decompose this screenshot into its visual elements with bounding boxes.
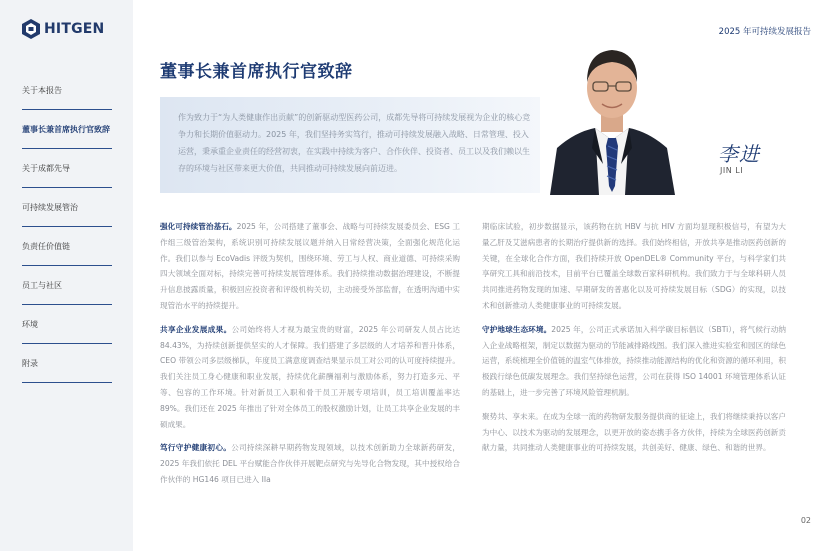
sidebar-item-employees-community[interactable]: 员工与社区 xyxy=(22,266,112,305)
sidebar-item-chairman-message[interactable]: 董事长兼首席执行官致辞 xyxy=(22,110,112,149)
sidebar xyxy=(0,0,133,551)
page-title: 董事长兼首席执行官致辞 xyxy=(160,62,353,82)
sidebar-item-about-report[interactable]: 关于本报告 xyxy=(22,71,112,110)
sidebar-item-about-hitgen[interactable]: 关于成都先导 xyxy=(22,149,112,188)
paragraph-text: 2025 年，公司正式承诺加入科学碳目标倡议（SBTi），将气候行动纳入企业战略框架，制定以数据为驱动的节能减排路线图。我们深入推进实验室和园区的绿色运营，系统梳理全价值链的温室气体排放，持续推动能源结构的优化和资源的循环利用，积极践行绿色低碳发展理念。我们坚持绿色运营，公司在获得 ISO 14001 环境管理体系认证的基础上，进一步完善了环境风险管理机制。 xyxy=(482,324,787,397)
paragraph-text: 期临床试验，初步数据显示，该药物在抗 HBV 与抗 HIV 方面均显现积极信号，有望为大量乙肝及艾滋病患者的长期治疗提供新的选择。我们始终相信，开放共享是推动医药创新的关键，在全球化合作方面，我们持续开放 OpenDEL® Community 平台，与科学家们共享研究工具和前沿技术，目前平台已覆盖全球数百家科研机构。我们致力于与全球科研人员共同推进药物发现的加速、早期研发的普惠化以及可持续发展目标（SDG）的实现，以技术和创新推动人类健康事业的可持续发展。 xyxy=(482,222,786,310)
quote-panel xyxy=(160,97,540,193)
sidebar-item-governance[interactable]: 可持续发展管治 xyxy=(22,188,112,227)
paragraph-lead: 守护地球生态环境。 xyxy=(482,324,552,334)
paragraph-lead: 笃行守护健康初心。 xyxy=(160,443,232,453)
paragraph xyxy=(482,219,786,314)
paragraph xyxy=(482,322,786,401)
quote-text: 作为致力于“为人类健康作出贡献”的创新驱动型医药公司，成都先导将可持续发展视为企业的核心竞争力和长期价值驱动力。2025 年，我们坚持务实笃行，推动可持续发展融入战略、日常管理、投入运营，秉承重企业责任的经营初衷，在实践中持续为客户、合作伙伴、投资者、员工以及我们赖以生存的环境与社区带来更大价值，共同推动可持续发展向前迈进。 xyxy=(178,113,531,173)
paragraph-text: 公司持续深耕早期药物发现领域，以技术创新助力全球新药研发，2025 年我们依托 DEL 平台赋能合作伙伴开展靶点研究与先导化合物发现，其中授权给合作伙伴的 HG146 项目已进入 IIa xyxy=(160,443,460,484)
paragraph-text: 聚势共、享未来。在成为全球一流的药物研发服务提供商的征途上，我们将继续秉持以客户为中心、以技术为驱动的发展理念，以更开放的姿态携手各方伙伴，持续为全球医药创新贡献力量，共同推动人类健康事业的可持续发展，共创美好、健康、绿色、和谐的世界。 xyxy=(482,411,786,453)
portrait-illustration xyxy=(545,36,680,195)
paragraph-text: 2025 年，公司搭建了董事会、战略与可持续发展委员会、ESG 工作组三级管治架构，系统识别可持续发展议题并纳入日常经营决策，全面强化规范化运作。我们以参与 EcoVadis 评级为契机，围绕环境、劳工与人权、商业道德、可持续采购四大领域全面对标，持续完善可持续发展管理体系。我们持续推动数据治理建设，不断提升信息披露质量，积极回应投资者和评级机构关切，主动接受外部监督，在透明沟通中实现管治水平的持续提升。 xyxy=(160,222,461,310)
left-column xyxy=(160,219,460,496)
paragraph xyxy=(160,440,460,487)
signature-en: JIN LI xyxy=(720,166,744,175)
paragraph-lead: 强化可持续管治基石。 xyxy=(160,222,237,231)
report-title: 2025 年可持续发展报告 xyxy=(718,27,811,37)
paragraph-text: 公司始终将人才视为最宝贵的财富，2025 年公司研发人员占比达 84.43%，为持续创新提供坚实的人才保障。我们搭建了多层级的人才培养和晋升体系，CEO 带领公司多层级梯队，年度员工满意度调查结果显示员工对公司的认可度持续提升。我们关注员工身心健康和职业发展，持续优化薪酬福利与激励体系，努力打造多元、平等、包容的工作环境。针对新员工入职和骨干员工开展专项培训，员工培训覆盖率达 89%。我们还在 2025 年推出了针对全体员工的股权激励计划，让员工共享企业发展的丰硕成果。 xyxy=(160,324,460,429)
paragraph xyxy=(160,219,460,314)
sidebar-item-value-chain[interactable]: 负责任价值链 xyxy=(22,227,112,266)
paragraph xyxy=(482,409,786,456)
right-column xyxy=(482,219,786,464)
brand-logo[interactable] xyxy=(22,19,104,39)
brand-name: HITGEN xyxy=(44,21,105,37)
hitgen-logo-icon xyxy=(22,19,40,39)
signature-cn: 李进 xyxy=(718,142,760,166)
chairman-portrait xyxy=(545,36,680,195)
sidebar-item-environment[interactable]: 环境 xyxy=(22,305,112,344)
paragraph xyxy=(160,322,460,433)
sidebar-nav xyxy=(22,71,112,383)
sidebar-item-appendix[interactable]: 附录 xyxy=(22,344,112,383)
page-number: 02 xyxy=(800,516,811,525)
paragraph-lead: 共享企业发展成果。 xyxy=(160,324,232,334)
